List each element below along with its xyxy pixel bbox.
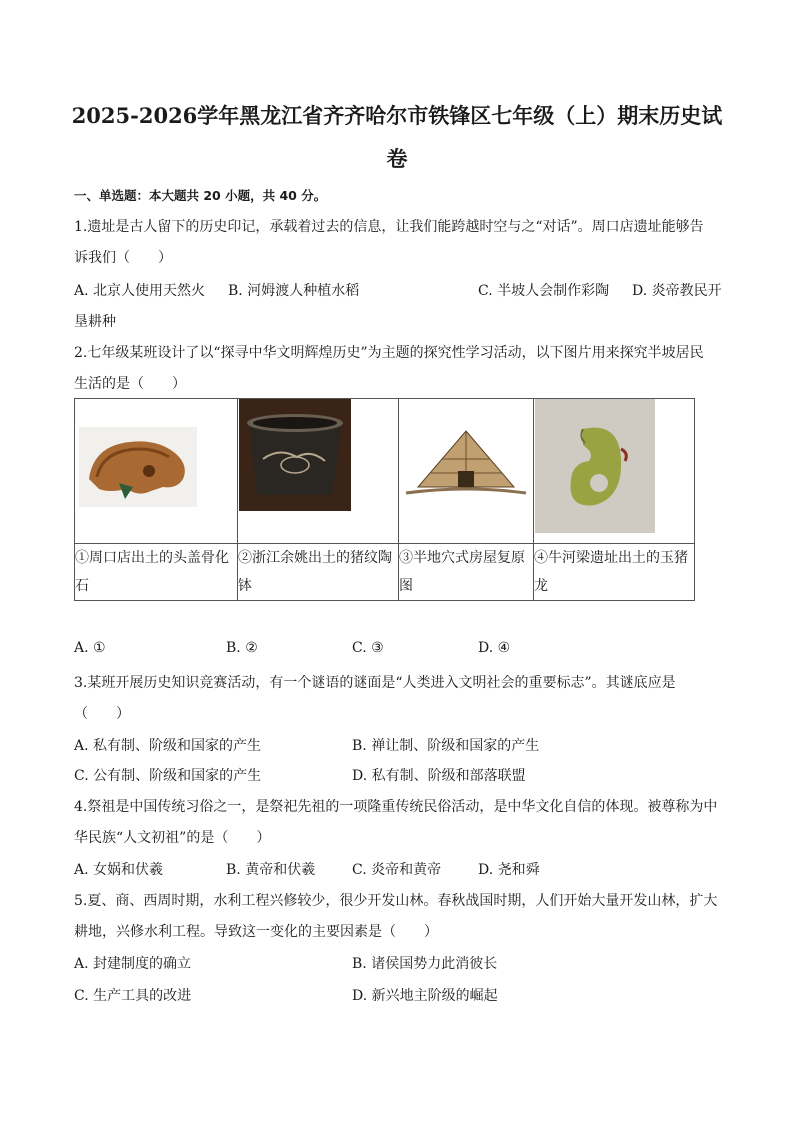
q2-image-cell-2 <box>238 399 399 544</box>
q2-caption-1: ①周口店出土的头盖骨化石 <box>75 544 238 601</box>
q2-image-cell-4 <box>534 399 695 544</box>
q2-caption-3: ③半地穴式房屋复原图 <box>399 544 534 601</box>
q3-option-a: A. 私有制、阶级和国家的产生 <box>74 738 262 754</box>
q4-option-b: B. 黄帝和伏羲 <box>226 862 316 878</box>
q1-option-b: B. 河姆渡人种植水稻 <box>228 283 360 299</box>
q1-option-a: A. 北京人使用天然火 <box>74 283 206 299</box>
q3-stem-line2: （ ） <box>74 706 130 722</box>
q3-option-c: C. 公有制、阶级和国家的产生 <box>74 768 262 784</box>
q3-stem-line1: 3.某班开展历史知识竞赛活动，有一个谜语的谜面是“人类进入文明社会的重要标志”。其谜底应是 <box>74 675 676 691</box>
q2-image-cell-1 <box>75 399 238 544</box>
q5-option-a: A. 封建制度的确立 <box>74 956 192 972</box>
q2-stem-line1: 2.七年级某班设计了以“探寻中华文明辉煌历史”为主题的探究性学习活动，以下图片用来探究半坡居民 <box>74 345 704 361</box>
q4-stem-line2: 华民族“人文初祖”的是（ ） <box>74 830 271 846</box>
q3-option-d: D. 私有制、阶级和部落联盟 <box>352 768 526 784</box>
q2-option-a: A. ① <box>74 640 106 656</box>
q1-stem-line1: 1.遗址是古人留下的历史印记，承载着过去的信息，让我们能跨越时空与之“对话”。周口店遗址能够告 <box>74 219 704 235</box>
q3-option-b: B. 禅让制、阶级和国家的产生 <box>352 738 540 754</box>
semi-subterranean-house-image <box>402 427 530 507</box>
q4-option-c: C. 炎帝和黄帝 <box>352 862 442 878</box>
q1-stem-line2: 诉我们（ ） <box>74 250 172 266</box>
q2-option-d: D. ④ <box>478 640 511 656</box>
q5-option-d: D. 新兴地主阶级的崛起 <box>352 988 498 1004</box>
q2-option-c: C. ③ <box>352 640 384 656</box>
skull-fossil-image <box>79 427 197 507</box>
section-heading: 一、单选题：本大题共 20 小题，共 40 分。 <box>74 188 327 203</box>
jade-pig-dragon-image <box>535 399 655 533</box>
q5-stem-line1: 5.夏、商、西周时期，水利工程兴修较少，很少开发山林。春秋战国时期，人们开始大量开发山林，扩大 <box>74 893 718 909</box>
q5-stem-line2: 耕地，兴修水利工程。导致这一变化的主要因素是（ ） <box>74 924 438 940</box>
q2-stem-line2: 生活的是（ ） <box>74 376 186 392</box>
q2-image-table <box>74 398 695 601</box>
q5-option-b: B. 诸侯国势力此消彼长 <box>352 956 498 972</box>
q2-caption-2: ②浙江余姚出土的猪纹陶钵 <box>238 544 399 601</box>
q4-option-a: A. 女娲和伏羲 <box>74 862 164 878</box>
q1-option-d: D. 炎帝教民开 <box>632 283 722 299</box>
q2-caption-4: ④牛河梁遗址出土的玉猪龙 <box>534 544 695 601</box>
exam-title-line2: 卷 <box>386 146 408 171</box>
q2-image-cell-3 <box>399 399 534 544</box>
q5-option-c: C. 生产工具的改进 <box>74 988 192 1004</box>
q1-option-d-cont: 垦耕种 <box>74 314 116 330</box>
pig-pattern-pottery-image <box>239 399 351 511</box>
exam-title-line1: 2025-2026学年黑龙江省齐齐哈尔市铁锋区七年级（上）期末历史试 <box>71 103 723 128</box>
q1-option-c: C. 半坡人会制作彩陶 <box>478 283 610 299</box>
q4-stem-line1: 4.祭祖是中国传统习俗之一，是祭祀先祖的一项隆重传统民俗活动，是中华文化自信的体现。被尊称为中 <box>74 799 718 815</box>
q4-option-d: D. 尧和舜 <box>478 862 540 878</box>
q2-option-b: B. ② <box>226 640 258 656</box>
